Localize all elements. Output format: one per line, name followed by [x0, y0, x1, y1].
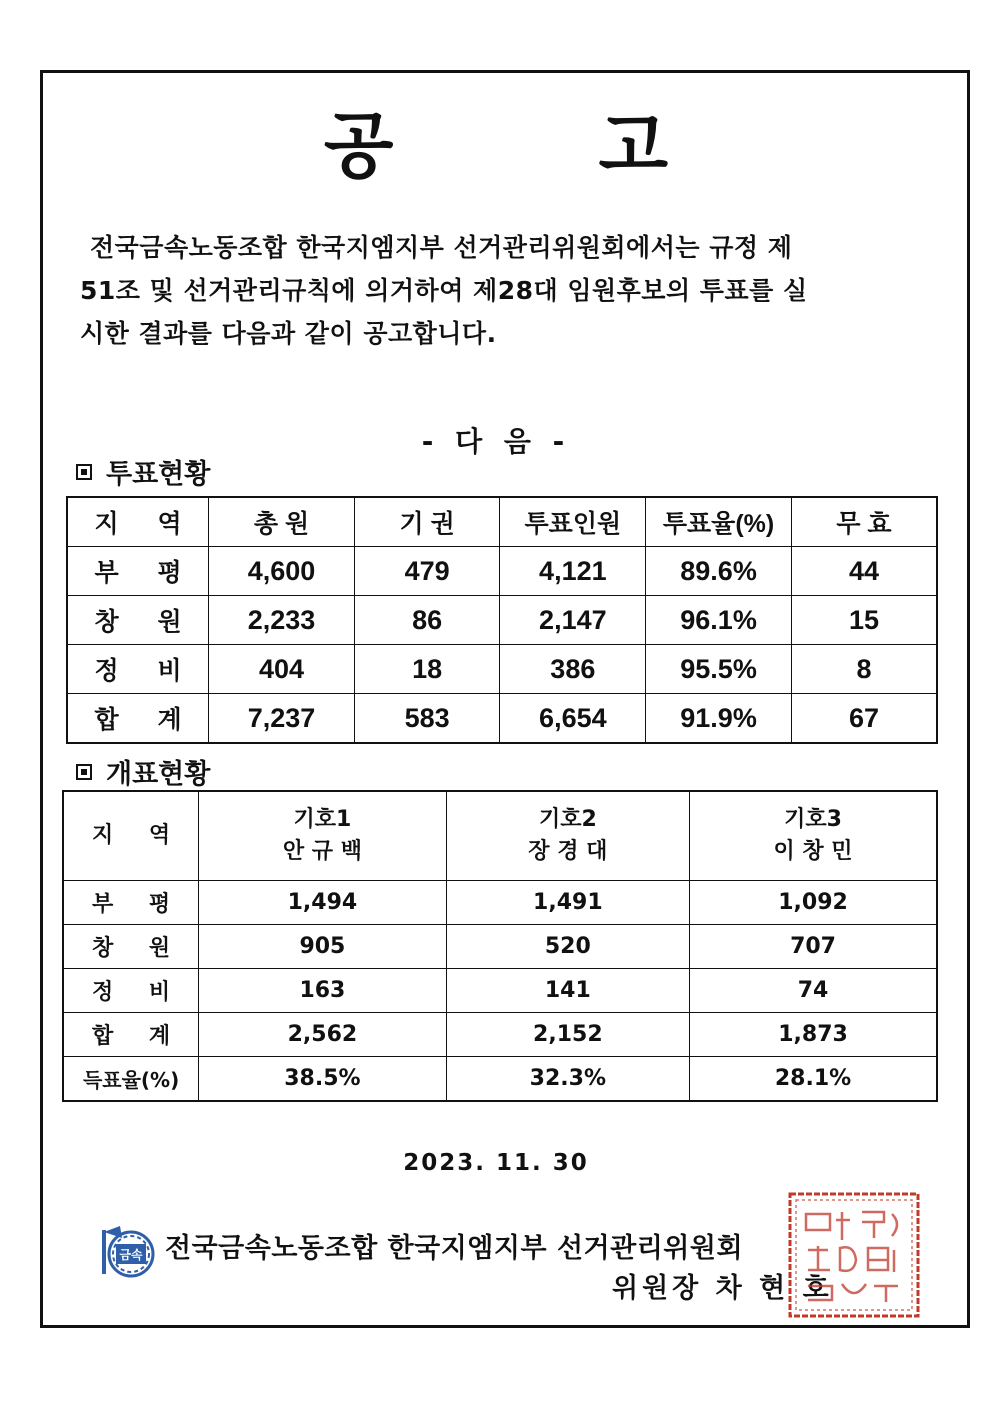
table-row-total: [67, 694, 937, 744]
value-cell: 96.1%: [646, 596, 792, 645]
table-row: [63, 881, 937, 925]
header-cell: 무 효: [791, 497, 937, 547]
square-bullet-icon: [76, 764, 92, 780]
counting-heading: [76, 752, 210, 791]
table-row: [63, 925, 937, 969]
region-cell: 합 계: [63, 1013, 199, 1057]
intro-line-1: 전국금속노동조합 한국지엠지부 선거관리위원회에서는 규정 제: [90, 233, 793, 262]
table-row: [67, 547, 937, 596]
region-cell: 창 원: [63, 925, 199, 969]
table-row: [63, 969, 937, 1013]
value-cell: 1,494: [199, 881, 446, 925]
voting-heading: [76, 452, 210, 491]
region-cell: 부 평: [63, 881, 199, 925]
value-cell: 1,092: [690, 881, 937, 925]
value-cell: 163: [199, 969, 446, 1013]
value-cell: 386: [500, 645, 646, 694]
value-cell: 89.6%: [646, 547, 792, 596]
region-cell: 부 평: [67, 547, 209, 596]
organization-name: 전국금속노동조합 한국지엠지부 선거관리위원회: [165, 1233, 744, 1264]
counting-table: [62, 790, 938, 1102]
candidate-header: [199, 791, 446, 881]
value-cell: 905: [199, 925, 446, 969]
header-cell: 기 권: [354, 497, 500, 547]
candidate-header: [690, 791, 937, 881]
union-logo-icon: [98, 1222, 160, 1280]
value-cell: 520: [446, 925, 689, 969]
value-cell: 2,233: [209, 596, 355, 645]
value-cell: 7,237: [209, 694, 355, 744]
value-cell: 18: [354, 645, 500, 694]
value-cell: 2,152: [446, 1013, 689, 1057]
table-header-row: [63, 791, 937, 881]
value-cell: 404: [209, 645, 355, 694]
candidate-header: [446, 791, 689, 881]
candidate-number: 기호3: [784, 807, 842, 832]
value-cell: 38.5%: [199, 1057, 446, 1102]
table-row-total: [63, 1013, 937, 1057]
candidate-number: 기호1: [293, 807, 352, 832]
official-seal-icon: [786, 1190, 922, 1320]
region-cell: 득표율(%): [63, 1057, 199, 1102]
header-cell: 투표율(%): [646, 497, 792, 547]
intro-paragraph: [80, 226, 940, 355]
candidate-name: 이 창 민: [773, 839, 853, 864]
value-cell: 15: [791, 596, 937, 645]
value-cell: 95.5%: [646, 645, 792, 694]
value-cell: 91.9%: [646, 694, 792, 744]
value-cell: 1,491: [446, 881, 689, 925]
intro-line-2: 51조 및 선거관리규칙에 의거하여 제28대 임원후보의 투표를 실: [80, 276, 808, 305]
table-row-rate: [63, 1057, 937, 1102]
square-bullet-icon: [76, 464, 92, 480]
header-cell: 투표인원: [500, 497, 646, 547]
value-cell: 86: [354, 596, 500, 645]
chairperson-name: 위원장 차 현 호: [612, 1273, 833, 1304]
value-cell: 4,121: [500, 547, 646, 596]
value-cell: 583: [354, 694, 500, 744]
logo-text: 금속: [119, 1248, 143, 1262]
candidate-name: 장 경 대: [528, 839, 608, 864]
value-cell: 74: [690, 969, 937, 1013]
value-cell: 2,147: [500, 596, 646, 645]
region-cell: 정 비: [63, 969, 199, 1013]
header-cell: 총 원: [209, 497, 355, 547]
value-cell: 32.3%: [446, 1057, 689, 1102]
region-cell: 창 원: [67, 596, 209, 645]
section-divider-label: - 다 음 -: [421, 425, 571, 458]
table-row: [67, 596, 937, 645]
candidate-number: 기호2: [538, 807, 597, 832]
value-cell: 479: [354, 547, 500, 596]
intro-line-3: 시한 결과를 다음과 같이 공고합니다.: [80, 319, 497, 348]
announcement-date: 2023. 11. 30: [403, 1150, 589, 1176]
value-cell: 707: [690, 925, 937, 969]
counting-heading-text: 개표현황: [106, 759, 211, 790]
value-cell: 44: [791, 547, 937, 596]
candidate-name: 안 규 백: [282, 839, 362, 864]
table-row: [67, 645, 937, 694]
value-cell: 1,873: [690, 1013, 937, 1057]
value-cell: 67: [791, 694, 937, 744]
region-cell: 합 계: [67, 694, 209, 744]
header-cell: 지 역: [63, 791, 199, 881]
table-header-row: [67, 497, 937, 547]
value-cell: 8: [791, 645, 937, 694]
value-cell: 4,600: [209, 547, 355, 596]
page-title: 공 고: [323, 104, 759, 188]
value-cell: 6,654: [500, 694, 646, 744]
value-cell: 28.1%: [690, 1057, 937, 1102]
region-cell: 정 비: [67, 645, 209, 694]
value-cell: 2,562: [199, 1013, 446, 1057]
voting-heading-text: 투표현황: [106, 459, 211, 490]
voting-table: [66, 496, 938, 744]
value-cell: 141: [446, 969, 689, 1013]
header-cell: 지 역: [67, 497, 209, 547]
